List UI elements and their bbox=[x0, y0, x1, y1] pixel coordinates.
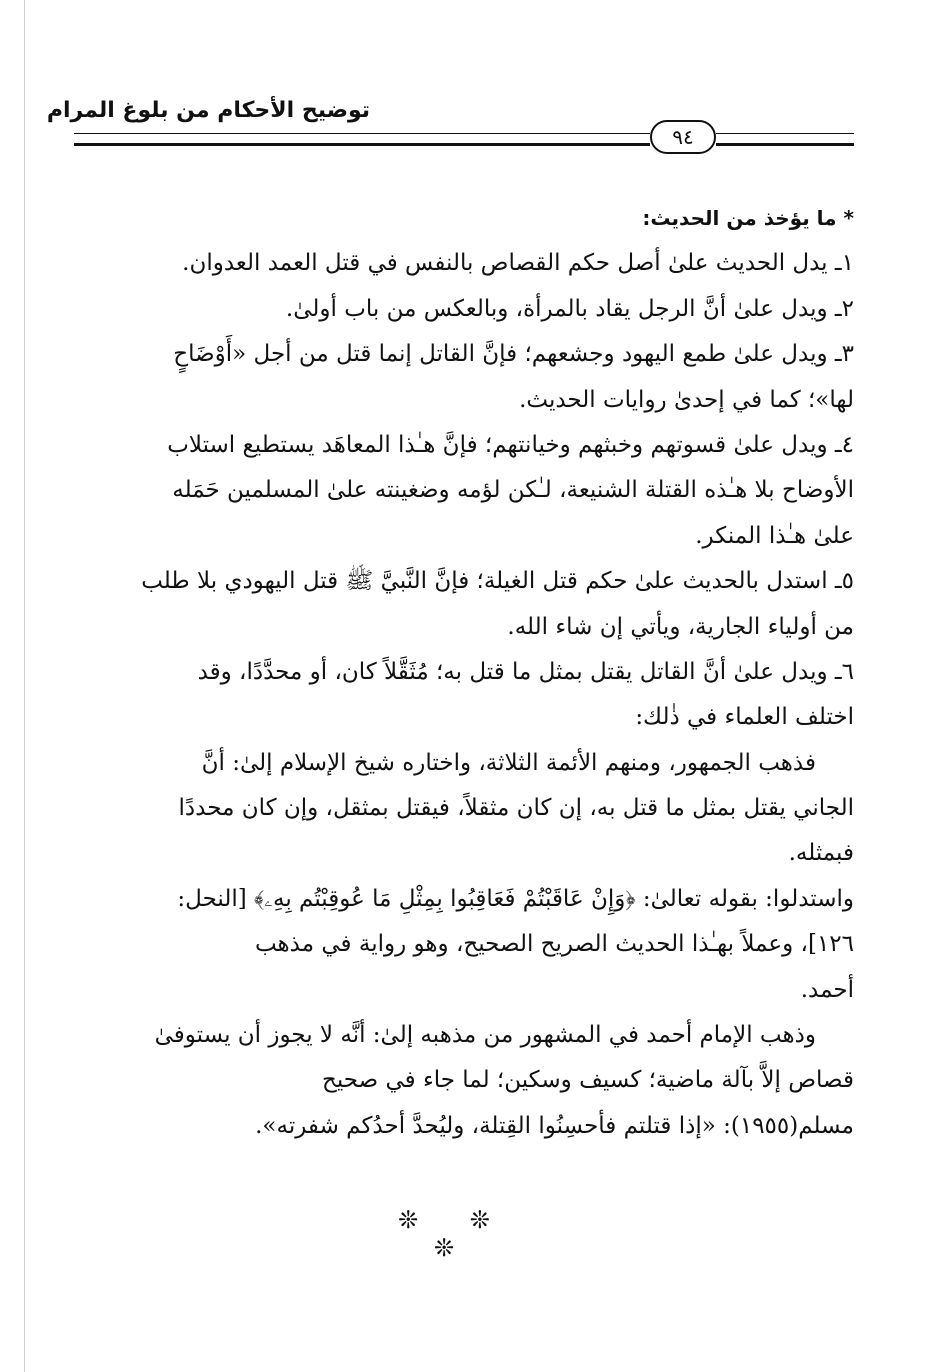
page-number: ٩٤ bbox=[650, 120, 716, 154]
section-separator: ❊ ❊ ❊ bbox=[398, 1206, 512, 1262]
header-rule bbox=[716, 133, 854, 134]
text-line: ٦ـ ويدل علىٰ أنَّ القاتل يقتل بمثل ما قتل به؛ مُثَقَّلاً كان، أو محدَّدًا، وقد bbox=[197, 658, 854, 685]
text-line: علىٰ هـٰذا المنكر. bbox=[695, 522, 854, 549]
hadith-citation-line: مسلم(١٩٥٥): «إذا قتلتم فأحسِنُوا القِتلة، وليُحدَّ أحدُكم شفرته». bbox=[255, 1112, 854, 1139]
text-line: ٥ـ استدل بالحديث علىٰ حكم قتل الغيلة؛ فإنَّ النَّبيَّ ﷺ قتل اليهودي بلا طلب bbox=[141, 568, 854, 595]
text-line: اختلف العلماء في ذٰلك: bbox=[635, 704, 854, 731]
text-line: فبمثله. bbox=[788, 840, 854, 867]
text-line: فذهب الجمهور، ومنهم الأئمة الثلاثة، واختاره شيخ الإسلام إلىٰ: أنَّ bbox=[201, 749, 816, 776]
text-line: ١ـ يدل الحديث علىٰ أصل حكم القصاص بالنفس في قتل العمد العدوان. bbox=[182, 250, 854, 277]
text-line: أحمد. bbox=[800, 976, 854, 1003]
text-line: الأوضاح بلا هـٰذه القتلة الشنيعة، لـٰكن لؤمه وضغينته علىٰ المسلمين حَمَله bbox=[172, 477, 854, 504]
text-line: من أولياء الجارية، ويأتي إن شاء الله. bbox=[507, 613, 854, 640]
text-line: ٤ـ ويدل علىٰ قسوتهم وخبثهم وخيانتهم؛ فإنَّ هـٰذا المعاهَد يستطيع استلاب bbox=[167, 431, 854, 458]
page-edge-line bbox=[24, 0, 25, 1372]
text-line: لها»؛ كما في إحدىٰ روايات الحديث. bbox=[519, 386, 854, 413]
section-heading: * ما يؤخذ من الحديث: bbox=[642, 206, 854, 230]
running-title: توضيح الأحكام من بلوغ المرام bbox=[46, 98, 370, 123]
header-rule-thick bbox=[716, 143, 854, 146]
text-line: ١٢٦]، وعملاً بهـٰذا الحديث الصريح الصحيح، وهو رواية في مذهب bbox=[254, 931, 854, 958]
text-line: ٣ـ ويدل علىٰ طمع اليهود وجشعهم؛ فإنَّ القاتل إنما قتل من أجل «أَوْضَاحٍ bbox=[173, 341, 854, 368]
text-line: وذهب الإمام أحمد في المشهور من مذهبه إلىٰ: أنَّه لا يجوز أن يستوفىٰ bbox=[154, 1022, 816, 1049]
header-rule-thick bbox=[74, 143, 650, 146]
text-line: قصاص إلاَّ بآلة ماضية؛ كسيف وسكين؛ لما جاء في صحيح bbox=[322, 1067, 854, 1094]
text-line: الجاني يقتل بمثل ما قتل به، إن كان مثقلاً، فيقتل بمثقل، وإن كان محددًا bbox=[178, 795, 854, 822]
main-text bbox=[70, 196, 854, 1149]
quran-citation-line: واستدلوا: بقوله تعالىٰ: ﴿وَإِنْ عَاقَبْتُمْ فَعَاقِبُوا بِمِثْلِ مَا عُوقِبْتُم بِهِۦ﴾ [النحل: bbox=[177, 885, 854, 912]
header-rule bbox=[74, 133, 650, 134]
text-line: ٢ـ ويدل علىٰ أنَّ الرجل يقاد بالمرأة، وبالعكس من باب أولىٰ. bbox=[285, 295, 854, 322]
